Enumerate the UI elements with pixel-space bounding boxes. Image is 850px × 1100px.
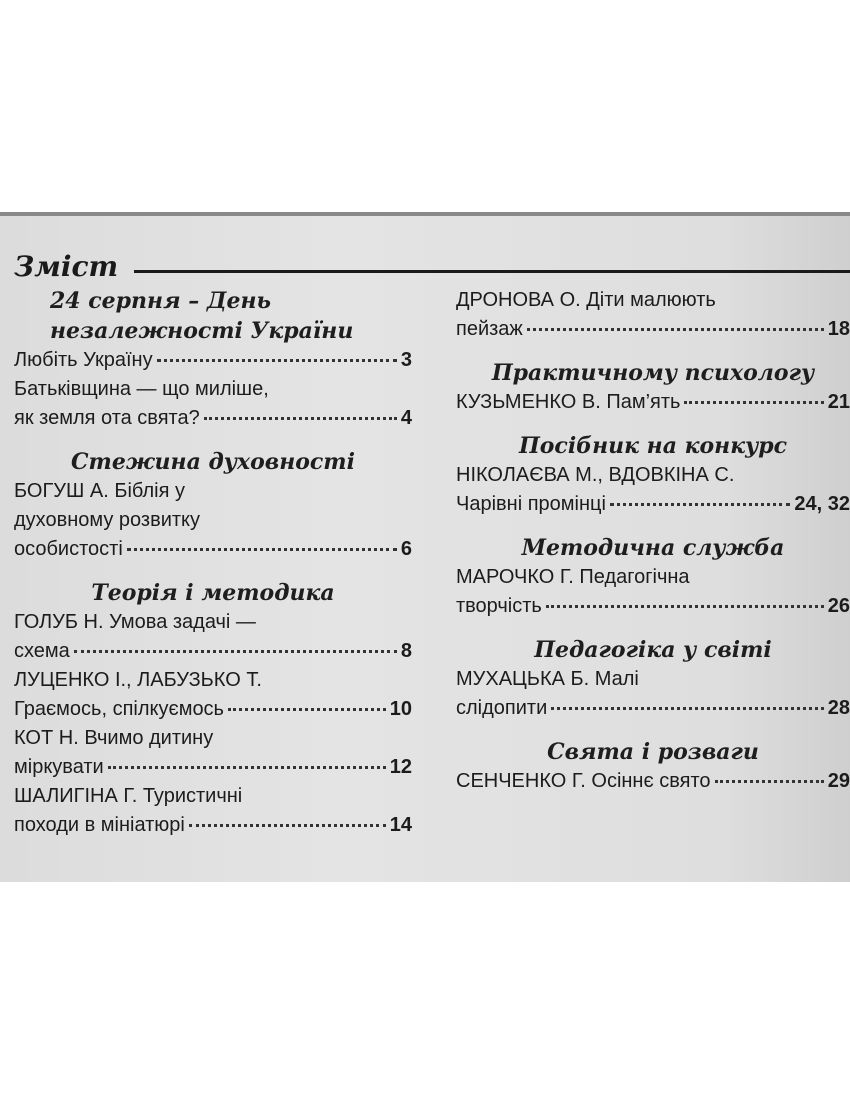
section-heading: Методична служба [521,535,785,561]
entry-title: СЕНЧЕНКО Г. Осіннє свято [456,770,711,792]
toc-section [456,533,850,621]
entry-title: походи в мініатюрі [14,814,185,836]
page-number: 26 [827,595,850,617]
dot-leader [189,824,386,827]
entry-text-line: духовному розвитку [14,509,201,531]
entry-last-line [456,388,850,417]
toc-section [456,431,850,519]
toc-entry [456,665,850,723]
entry-last-line [456,767,850,796]
dot-leader [157,359,397,362]
page-number: 8 [400,640,412,662]
section-heading: 24 серпня – День [50,288,272,314]
entry-text-line: МАРОЧКО Г. Педагогічна [456,566,690,588]
entry-last-line [14,811,412,840]
contents-title-row [8,250,850,286]
section-heading: Посібник на конкурс [518,433,788,459]
entry-title: КУЗЬМЕНКО В. Пам’ять [456,391,681,413]
dot-leader [108,766,386,769]
entry-title: міркувати [14,756,104,778]
dot-leader [610,503,790,506]
entry-text-line: ЛУЦЕНКО І., ЛАБУЗЬКО Т. [14,669,262,691]
left-column [14,286,412,854]
dot-leader [551,707,824,710]
entry-last-line [14,535,412,564]
toc-section [456,358,850,417]
page-number: 14 [389,814,412,836]
entry-title: Граємось, спілкуємось [14,698,224,720]
page-top-edge [0,212,850,216]
toc-entry [14,608,412,666]
entry-last-line [14,637,412,666]
page-number: 10 [389,698,412,720]
toc-section [456,286,850,344]
page-number: 4 [400,407,412,429]
section-heading: Практичному психологу [491,360,815,386]
toc-section [456,635,850,723]
toc-entry [456,563,850,621]
entry-last-line [456,592,850,621]
entry-text-line: ШАЛИГІНА Г. Туристичні [14,785,243,807]
entry-title: Чарівні промінці [456,493,606,515]
dot-leader [74,650,397,653]
dot-leader [715,780,824,783]
entry-text-line: БОГУШ А. Біблія у [14,480,185,502]
page-number: 3 [400,349,412,371]
toc-entry [14,666,412,724]
toc-entry [14,724,412,782]
dot-leader [546,605,824,608]
entry-title: творчість [456,595,542,617]
page-number: 6 [400,538,412,560]
section-heading: Теорія і методика [91,580,335,606]
section-heading: Педагогіка у світі [534,637,772,663]
entry-text-line: КОТ Н. Вчимо дитину [14,727,214,749]
section-heading: Стежина духовності [71,449,355,475]
page-number: 18 [827,318,850,340]
toc-entry [456,767,850,796]
entry-last-line [456,490,850,519]
page-number: 29 [827,770,850,792]
entry-title: особистості [14,538,123,560]
section-heading: незалежності України [50,318,354,344]
entry-title: пейзаж [456,318,523,340]
dot-leader [127,548,397,551]
toc-section [14,447,412,564]
entry-text-line: НІКОЛАЄВА М., ВДОВКІНА С. [456,464,735,486]
toc-entry [14,346,412,375]
entry-last-line [14,695,412,724]
dot-leader [684,401,823,404]
page-number: 28 [827,697,850,719]
entry-title: схема [14,640,70,662]
dot-leader [228,708,386,711]
toc-entry [456,461,850,519]
page-number: 24, 32 [794,493,850,515]
dot-leader [527,328,824,331]
toc-entry [456,388,850,417]
entry-text-line: ДРОНОВА О. Діти малюють [456,289,716,311]
page-number: 21 [827,391,850,413]
right-column [456,286,850,810]
entry-title: як земля ота свята? [14,407,200,429]
page-number: 12 [389,756,412,778]
toc-section [14,286,412,433]
entry-title: слідопити [456,697,548,719]
toc-section [456,737,850,796]
entry-last-line [14,346,412,375]
entry-last-line [456,694,850,723]
toc-entry [14,477,412,564]
entry-text-line: ГОЛУБ Н. Умова задачі — [14,611,256,633]
toc-entry [14,375,412,433]
entry-text-line: МУХАЦЬКА Б. Малі [456,668,639,690]
dot-leader [204,417,397,420]
contents-title: Зміст [14,250,119,283]
toc-entry [456,286,850,344]
entry-last-line [14,404,412,433]
entry-last-line [456,315,850,344]
entry-title: Любіть Україну [14,349,153,371]
entry-text-line: Батьківщина — що миліше, [14,378,269,400]
entry-last-line [14,753,412,782]
title-rule [134,270,850,273]
toc-entry [14,782,412,840]
section-heading: Свята і розваги [547,739,759,765]
toc-section [14,578,412,840]
